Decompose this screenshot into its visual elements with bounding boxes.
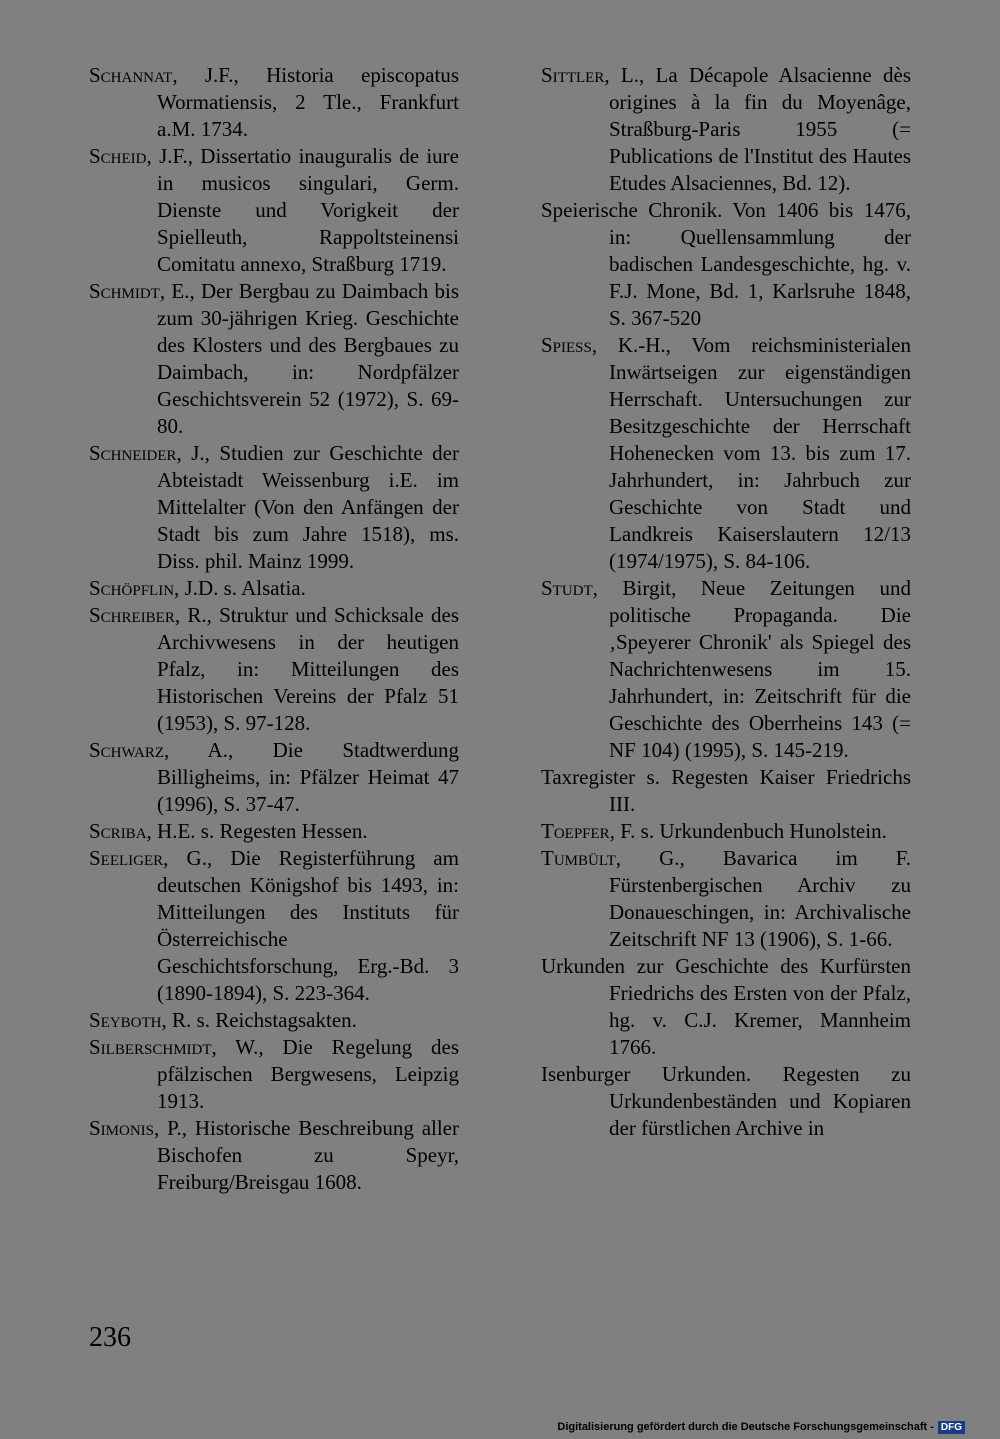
entry-text: , Birgit, Neue Zeitungen und politische Propaganda. Die ‚Speyerer Chronik' als Spiegel des Nachrichtenwesens im 15. Jahrhundert, in: Zeitschrift für die Geschichte des Oberrheins 143 (= NF 104) (1995), S. 145-219. <box>592 576 911 762</box>
footer-text: Digitalisierung gefördert durch die Deutsche Forschungsgemeinschaft - <box>557 1421 934 1433</box>
entry-author: Tumbült <box>541 846 616 870</box>
entry-text: , R. s. Reichstagsakten. <box>161 1008 357 1032</box>
entry-text: Urkunden zur Geschichte des Kurfürsten Friedrichs des Ersten von der Pfalz, hg. v. C.J. Kremer, Mannheim 1766. <box>541 954 911 1059</box>
entry-author: Spieß <box>541 333 592 357</box>
bibliography-entry <box>89 143 459 278</box>
entry-text: , H.E. s. Regesten Hessen. <box>146 819 368 843</box>
entry-text: , J.F., Historia episcopatus Wormatiensis, 2 Tle., Frankfurt a.M. 1734. <box>157 63 459 141</box>
bibliography-entry <box>541 845 911 953</box>
entry-text: , G., Die Registerführung am deutschen Königshof bis 1493, in: Mitteilungen des Instituts für Österreichische Geschichtsforschung, Erg.-Bd. 3 (1890-1894), S. 223-364. <box>157 846 459 1005</box>
bibliography-entry <box>89 1034 459 1115</box>
footer-credit <box>557 1420 965 1434</box>
bibliography-entry <box>541 818 911 845</box>
entry-text: , A., Die Stadtwerdung Billigheims, in: Pfälzer Heimat 47 (1996), S. 37-47. <box>157 738 459 816</box>
entry-text: , F. s. Urkundenbuch Hunolstein. <box>609 819 887 843</box>
bibliography-entry <box>89 845 459 1007</box>
entry-text: , G., Bavarica im F. Fürstenbergischen Archiv zu Donaueschingen, in: Archivalische Zeitschrift NF 13 (1906), S. 1-66. <box>609 846 911 951</box>
entry-author: Schreiber <box>89 603 175 627</box>
bibliography-entry <box>541 953 911 1061</box>
dfg-logo: DFG <box>938 1421 965 1434</box>
bibliography-entry <box>89 818 459 845</box>
entry-author: Silberschmidt <box>89 1035 212 1059</box>
entry-text: , J.F., Dissertatio inauguralis de iure in musicos singulari, Germ. Dienste und Vorigkeit der Spielleuth, Rappoltsteinensi Comitatu annexo, Straßburg 1719. <box>146 144 459 276</box>
page-number: 236 <box>89 1322 131 1353</box>
bibliography-entry <box>89 62 459 143</box>
right-column <box>541 62 911 1142</box>
left-column <box>89 62 459 1196</box>
bibliography-entry <box>541 1061 911 1142</box>
entry-author: Seeliger <box>89 846 164 870</box>
entry-author: Seyboth <box>89 1008 162 1032</box>
entry-author: Schmidt <box>89 279 160 303</box>
bibliography-entry <box>541 764 911 818</box>
entry-author: Sittler <box>541 63 605 87</box>
entry-author: Studt <box>541 576 593 600</box>
entry-author: Scheid <box>89 144 147 168</box>
entry-text: Speierische Chronik. Von 1406 bis 1476, in: Quellensammlung der badischen Landesgeschichte, hg. v. F.J. Mone, Bd. 1, Karlsruhe 1848, S. 367-520 <box>541 198 911 330</box>
entry-text: , J.D. s. Alsatia. <box>174 576 306 600</box>
entry-author: Scriba <box>89 819 147 843</box>
entry-text: , P., Historische Beschreibung aller Bischofen zu Speyr, Freiburg/Breisgau 1608. <box>154 1116 459 1194</box>
bibliography-entry <box>541 197 911 332</box>
bibliography-entry <box>89 1115 459 1196</box>
entry-author: Schöpflin <box>89 576 175 600</box>
bibliography-entry <box>541 575 911 764</box>
entry-author: Toepfer <box>541 819 610 843</box>
bibliography-entry <box>89 278 459 440</box>
entry-text: , L., La Décapole Alsacienne dès origines à la fin du Moyenâge, Straßburg-Paris 1955 (= Publications de l'Institut des Hautes Etudes Alsaciennes, Bd. 12). <box>604 63 911 195</box>
bibliography-entry <box>89 737 459 818</box>
entry-text: , K.-H., Vom reichsministerialen Inwärtseigen zur eigenständigen Herrschaft. Untersuchungen zur Besitzgeschichte der Herrschaft Hohenecken vom 13. bis zum 17. Jahrhundert, in: Jahrbuch zur Geschichte von Stadt und Landkreis Kaiserslautern 12/13 (1974/1975), S. 84-106. <box>591 333 911 573</box>
entry-author: Schannat <box>89 63 173 87</box>
entry-text: , J., Studien zur Geschichte der Abteistadt Weissenburg i.E. im Mittelalter (Von den Anfängen der Stadt bis zum Jahre 1518), ms. Diss. phil. Mainz 1999. <box>157 441 459 573</box>
entry-text: , W., Die Regelung des pfälzischen Bergwesens, Leipzig 1913. <box>157 1035 459 1113</box>
entry-text: , R., Struktur und Schicksale des Archivwesens in der heutigen Pfalz, in: Mitteilungen des Historischen Vereins der Pfalz 51 (1953), S. 97-128. <box>157 603 459 735</box>
bibliography-entry <box>541 62 911 197</box>
entry-author: Schwarz <box>89 738 165 762</box>
entry-author: Schneider <box>89 441 177 465</box>
bibliography-entry <box>89 1007 459 1034</box>
bibliography-entry <box>541 332 911 575</box>
bibliography-entry <box>89 575 459 602</box>
entry-author: Simonis <box>89 1116 155 1140</box>
entry-text: , E., Der Bergbau zu Daimbach bis zum 30-jährigen Krieg. Geschichte des Klosters und des Bergbaues zu Daimbach, in: Nordpfälzer Geschichtsverein 52 (1972), S. 69-80. <box>157 279 459 438</box>
bibliography-entry <box>89 440 459 575</box>
entry-text: Taxregister s. Regesten Kaiser Friedrichs III. <box>541 765 911 816</box>
bibliography-entry <box>89 602 459 737</box>
entry-text: Isenburger Urkunden. Regesten zu Urkundenbeständen und Kopiaren der fürstlichen Archive in <box>541 1062 911 1140</box>
